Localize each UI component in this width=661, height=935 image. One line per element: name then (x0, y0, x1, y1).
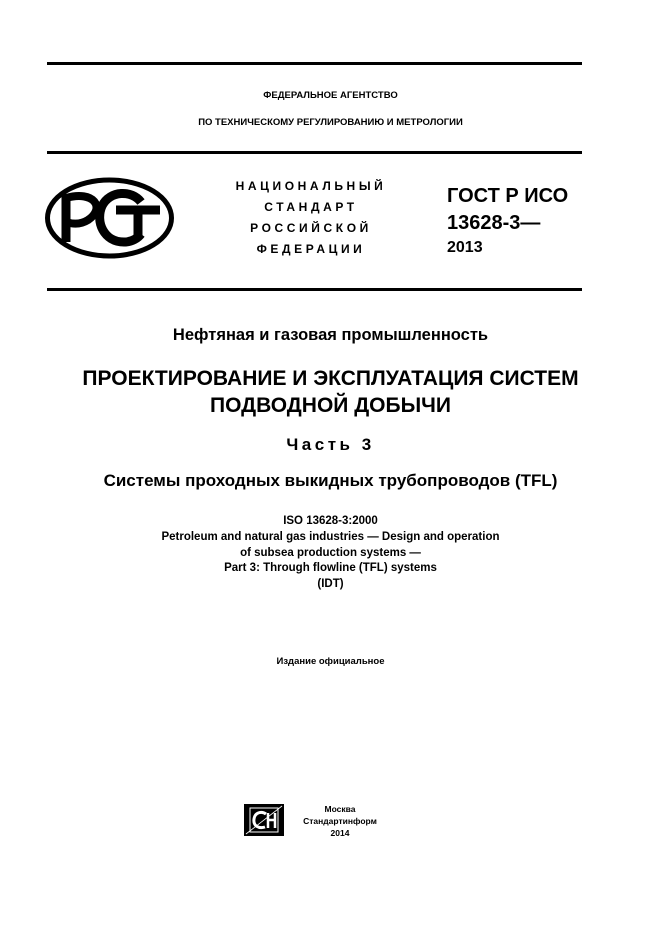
page-title-line-2: ПОДВОДНОЙ ДОБЫЧИ (210, 394, 451, 417)
agency-line-2: ПО ТЕХНИЧЕСКОМУ РЕГУЛИРОВАНИЮ И МЕТРОЛОГИИ (198, 117, 463, 128)
iso-line-2: Petroleum and natural gas industries — Design and operation (161, 530, 500, 543)
iso-line-4: Part 3: Through flowline (TFL) systems (224, 562, 437, 575)
iso-line-5: (IDT) (317, 578, 344, 591)
edition-label: Издание официальное (276, 656, 385, 667)
page-title-line-1: ПРОЕКТИРОВАНИЕ И ЭКСПЛУАТАЦИЯ СИСТЕМ (82, 367, 579, 390)
iso-line-3: of subsea production systems — (240, 546, 421, 559)
standartinform-logo-icon (244, 804, 284, 836)
publisher-year: 2014 (330, 828, 350, 838)
standard-code-line-2: 13628-3— (447, 212, 541, 234)
part-subtitle: Системы проходных выкидных трубопроводов (TFL) (103, 471, 558, 490)
standard-line-1: НАЦИОНАЛЬНЫЙ (235, 179, 387, 193)
industry-heading: Нефтяная и газовая промышленность (172, 326, 489, 344)
standard-code-year: 2013 (447, 239, 483, 256)
top-rule (47, 62, 582, 65)
title-rule (47, 288, 582, 291)
iso-reference (0, 514, 661, 593)
part-heading: Часть 3 (286, 435, 375, 454)
agency-line-1: ФЕДЕРАЛЬНОЕ АГЕНТСТВО (263, 90, 398, 101)
standard-code (447, 183, 568, 259)
iso-line-1: ISO 13628-3:2000 (283, 515, 378, 527)
standard-line-4: ФЕДЕРАЦИИ (256, 242, 366, 256)
rst-gost-logo-icon (44, 176, 175, 260)
publisher-name: Стандартинформ (303, 816, 377, 826)
standard-code-line-1: ГОСТ Р ИСО (447, 185, 569, 207)
standard-line-2: СТАНДАРТ (264, 200, 358, 214)
standard-line-3: РОССИЙСКОЙ (250, 221, 372, 235)
publisher-city: Москва (324, 804, 356, 814)
header-rule (47, 151, 582, 154)
